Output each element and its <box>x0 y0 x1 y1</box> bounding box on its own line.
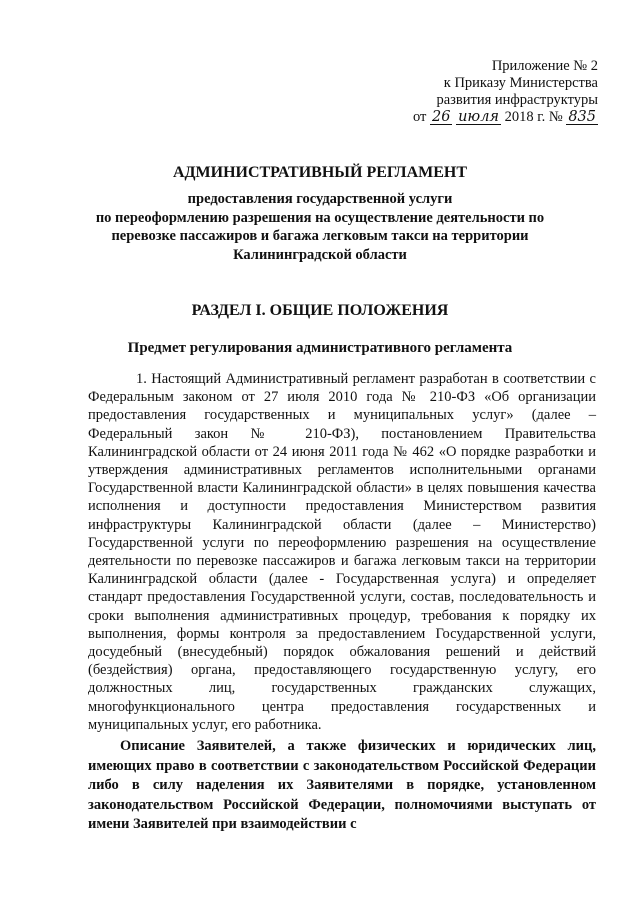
subtitle-line: перевозке пассажиров и багажа легковым такси на территории <box>111 228 529 244</box>
appendix-line-3: развития инфраструктуры <box>436 92 598 108</box>
paragraph-2: Описание Заявителей, а также физических и юридических лиц, имеющих право в соответствии с законодательством Российской Федерации либо в силу наделения их Заявителями в порядке, установленном законодательством Российской Федерации, полномочиями выступать от имени Заявителей при взаимодействии с <box>88 738 596 832</box>
date-month-handwritten: июля <box>458 109 500 125</box>
subtitle-line: Калининградской области <box>233 246 407 263</box>
subtitle-line: предоставления государственной услуги <box>187 191 453 207</box>
document-subtitle <box>0 190 640 264</box>
order-number-handwritten: 835 <box>568 109 596 125</box>
subsection-title: Предмет регулирования административного регламента <box>127 340 513 356</box>
appendix-header <box>413 58 598 126</box>
document-title: АДМИНИСТРАТИВНЫЙ РЕГЛАМЕНТ <box>172 164 468 181</box>
paragraph-1: 1. Настоящий Административный регламент разработан в соответствии с Федеральным законом от 27 июля 2010 года № 210-ФЗ «Об организации предоставления государственных и муниципальных услуг» (далее – Федеральный закон № 210-ФЗ), постановлением Правительства Калининградской области от 24 июня 2011 года № 462 «О порядке разработки и утверждения административных регламентов исполнительными органами Государственной власти Калининградской области» в целях повышения качества исполнения и доступности предоставления Министерством развития инфраструктуры Калининградской области (далее – Министерство) Государственной услуги по переоформлению разрешения на осуществление деятельности по перевозке пассажиров и багажа легковым такси на территории Калининградской области (далее - Государственная услуга) и определяет стандарт предоставления Государственной услуги, состав, последовательность и сроки выполнения административных процедур, требования к порядку их выполнения, формы контроля за предоставлением Государственной услуги, досудебный (внесудебный) порядок обжалования решений и действий (бездействия) органа, предоставляющего государственную услугу, его должностных лиц, государственных гражданских служащих, многофункционального центра предоставления государственных и муниципальных услуг, его работника. <box>88 371 596 733</box>
appendix-line-1: Приложение № 2 <box>491 58 598 74</box>
date-day-handwritten: 26 <box>432 109 451 125</box>
date-year: 2018 г. № <box>504 109 563 125</box>
date-prefix: от <box>412 109 427 125</box>
subtitle-line: по переоформлению разрешения на осуществление деятельности по <box>95 209 545 226</box>
appendix-line-2: к Приказу Министерства <box>443 75 598 91</box>
section-title: РАЗДЕЛ I. ОБЩИЕ ПОЛОЖЕНИЯ <box>191 302 449 319</box>
appendix-date-line <box>413 109 598 126</box>
